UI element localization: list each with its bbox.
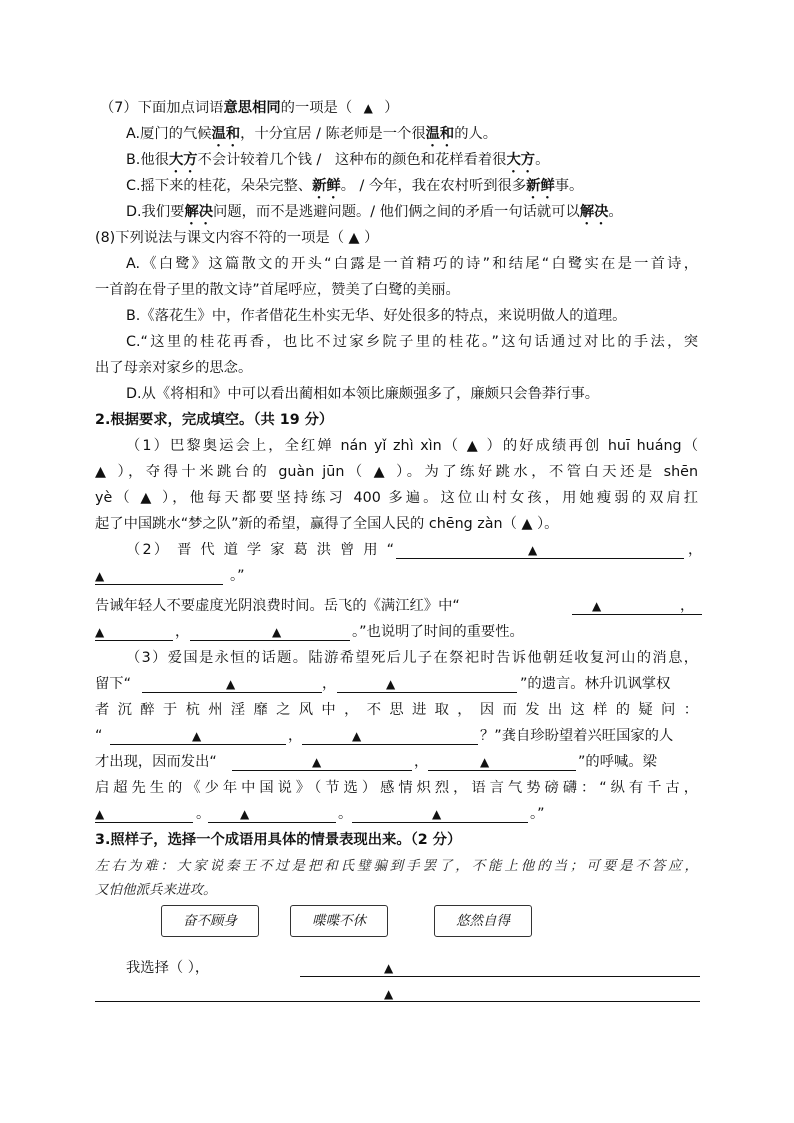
blank-marker: ▲	[384, 961, 394, 975]
blank-line	[396, 558, 684, 559]
blank-line	[208, 822, 336, 823]
q8-stem: (8)下列说法与课文内容不符的一项是（ ▲ ）	[95, 230, 379, 246]
period: 。	[196, 806, 211, 822]
q7-option-a: A.厦门的气候温和，十分宜居 / 陈老师是一个很温和的人。	[126, 126, 498, 142]
q8-option-c-line1: C.“这里的桂花再香，也比不过家乡院子里的桂花。”这句话通过对比的手法，突	[126, 334, 698, 350]
s2-p2-line1: （2） 晋 代 道 学 家 葛 洪 曾 用 “	[126, 542, 394, 558]
blank-marker: ▲	[386, 677, 396, 691]
q7-option-c: C.摇下来的桂花，朵朵完整、新鲜。 / 今年，我在农村听到很多新鲜事。	[126, 178, 584, 194]
blank-marker: ▲	[192, 729, 202, 743]
open-quote: “	[95, 728, 103, 744]
q8-option-a-line2: 一首韵在骨子里的散文诗”首尾呼应，赞美了白鹭的美丽。	[95, 282, 460, 298]
answer-line-1[interactable]	[300, 976, 700, 977]
comma: ，	[680, 598, 695, 614]
s2-p2-line3: 告诫年轻人不要虚度光阴浪费时间。岳飞的《满江红》中“	[95, 598, 460, 614]
example-line1: 左右为难：大家说秦王不过是把和氏璧骗到手罢了，不能上他的当；可要是不答应，	[95, 858, 698, 874]
blank-line	[190, 640, 350, 641]
blank-line	[428, 770, 576, 771]
blank-marker: ▲	[528, 543, 538, 557]
s2-p1-line2: ▲ ），夺得十米跳台的 guàn jūn（ ▲ ）。为了练好跳水，不管白天还是 shēn	[95, 464, 698, 480]
s2-p3-line2-end: ”的遗言。林升讥讽掌权	[520, 676, 671, 692]
example-line2: 又怕他派兵来进攻。	[95, 882, 217, 898]
q8-option-c-line2: 出了母亲对家乡的思念。	[95, 360, 253, 376]
blank-marker: ▲	[240, 807, 250, 821]
blank-line	[302, 744, 478, 745]
s2-p2-line2-end: 。”	[230, 568, 245, 584]
period: 。	[338, 806, 353, 822]
comma: ，	[322, 676, 337, 692]
comma: ，	[414, 754, 429, 770]
q8-option-d: D.从《将相和》中可以看出蔺相如本领比廉颇强多了，廉颇只会鲁莽行事。	[126, 386, 600, 402]
idiom-option-1[interactable]: 奋不顾身	[161, 905, 259, 937]
blank-line	[337, 692, 517, 693]
s2-p3-line1: （3）爱国是永恒的话题。陆游希望死后儿子在祭祀时告诉他朝廷收复河山的消息，	[126, 650, 698, 666]
section-3-title: 3.照样子，选择一个成语用具体的情景表现出来。（2 分）	[95, 832, 462, 848]
q7-option-d: D.我们要解决问题，而不是逃避问题。/ 他们俩之间的矛盾一句话就可以解决。	[126, 204, 623, 220]
s2-p3-line4-end: ？”龚自珍盼望着兴旺国家的人	[480, 728, 674, 744]
blank-marker: ▲	[226, 677, 236, 691]
s2-p3-line6: 启超先生的《少年中国说》（节选）感情炽烈，语言气势磅礴：“纵有千古，	[95, 780, 698, 796]
s2-p1-line1: （1）巴黎奥运会上，全红婵 nán yǐ zhì xìn（ ▲ ）的好成绩再创 huī huáng（	[126, 438, 698, 454]
blank-marker: ▲	[95, 807, 105, 821]
s2-p1-line3: yè（ ▲ ），他每天都要坚持练习 400 多遍。这位山村女孩，用她瘦弱的双肩扛	[95, 490, 698, 506]
comma: ，	[688, 542, 703, 558]
blank-line	[95, 640, 173, 641]
blank-line	[95, 822, 193, 823]
idiom-option-2[interactable]: 喋喋不休	[290, 905, 388, 937]
blank-marker: ▲	[95, 569, 105, 583]
idiom-option-3[interactable]: 悠然自得	[434, 905, 532, 937]
choose-label: 我选择（ ），	[126, 960, 210, 976]
q8-option-b: B.《落花生》中，作者借花生朴实无华、好处很多的特点，来说明做人的道理。	[126, 308, 627, 324]
s2-p3-line5-end: ”的呼喊。梁	[578, 754, 657, 770]
answer-line-2[interactable]	[95, 1001, 700, 1002]
q7-option-b: B.他很大方不会计较着几个钱 / 这种布的颜色和花样看着很大方。	[126, 152, 550, 168]
blank-marker: ▲	[592, 599, 602, 613]
s2-p2-line4-end: 。”也说明了时间的重要性。	[352, 624, 524, 640]
comma: ，	[288, 728, 303, 744]
blank-marker: ▲	[384, 987, 394, 1001]
comma: ，	[175, 624, 190, 640]
s2-p3-line2-start: 留下“	[95, 676, 132, 692]
q7-stem: （7）下面加点词语意思相同的一项是（ ▲ ）	[100, 100, 399, 116]
q8-option-a-line1: A.《白鹭》这篇散文的开头“白露是一首精巧的诗”和结尾“白鹭实在是一首诗，	[126, 256, 698, 272]
blank-marker: ▲	[432, 807, 442, 821]
s2-p3-line5-start: 才出现，因而发出“	[95, 754, 217, 770]
s2-p3-line3: 者 沉 醉 于 杭 州 淫 靡 之 风 中 ， 不 思 进 取 ， 因 而 发 出 这 样 的 疑 问 ：	[95, 702, 698, 718]
blank-line	[95, 584, 223, 585]
s2-p1-line4: 起了中国跳水“梦之队”新的希望，赢得了全国人民的 chēng zàn（ ▲ ）。	[95, 516, 559, 532]
blank-marker: ▲	[352, 729, 362, 743]
blank-marker: ▲	[480, 755, 490, 769]
blank-marker: ▲	[95, 625, 105, 639]
blank-line	[232, 770, 412, 771]
s2-p3-line7-end: 。”	[530, 806, 545, 822]
blank-marker: ▲	[272, 625, 282, 639]
blank-marker: ▲	[312, 755, 322, 769]
section-2-title: 2.根据要求，完成填空。（共 19 分）	[95, 412, 334, 428]
